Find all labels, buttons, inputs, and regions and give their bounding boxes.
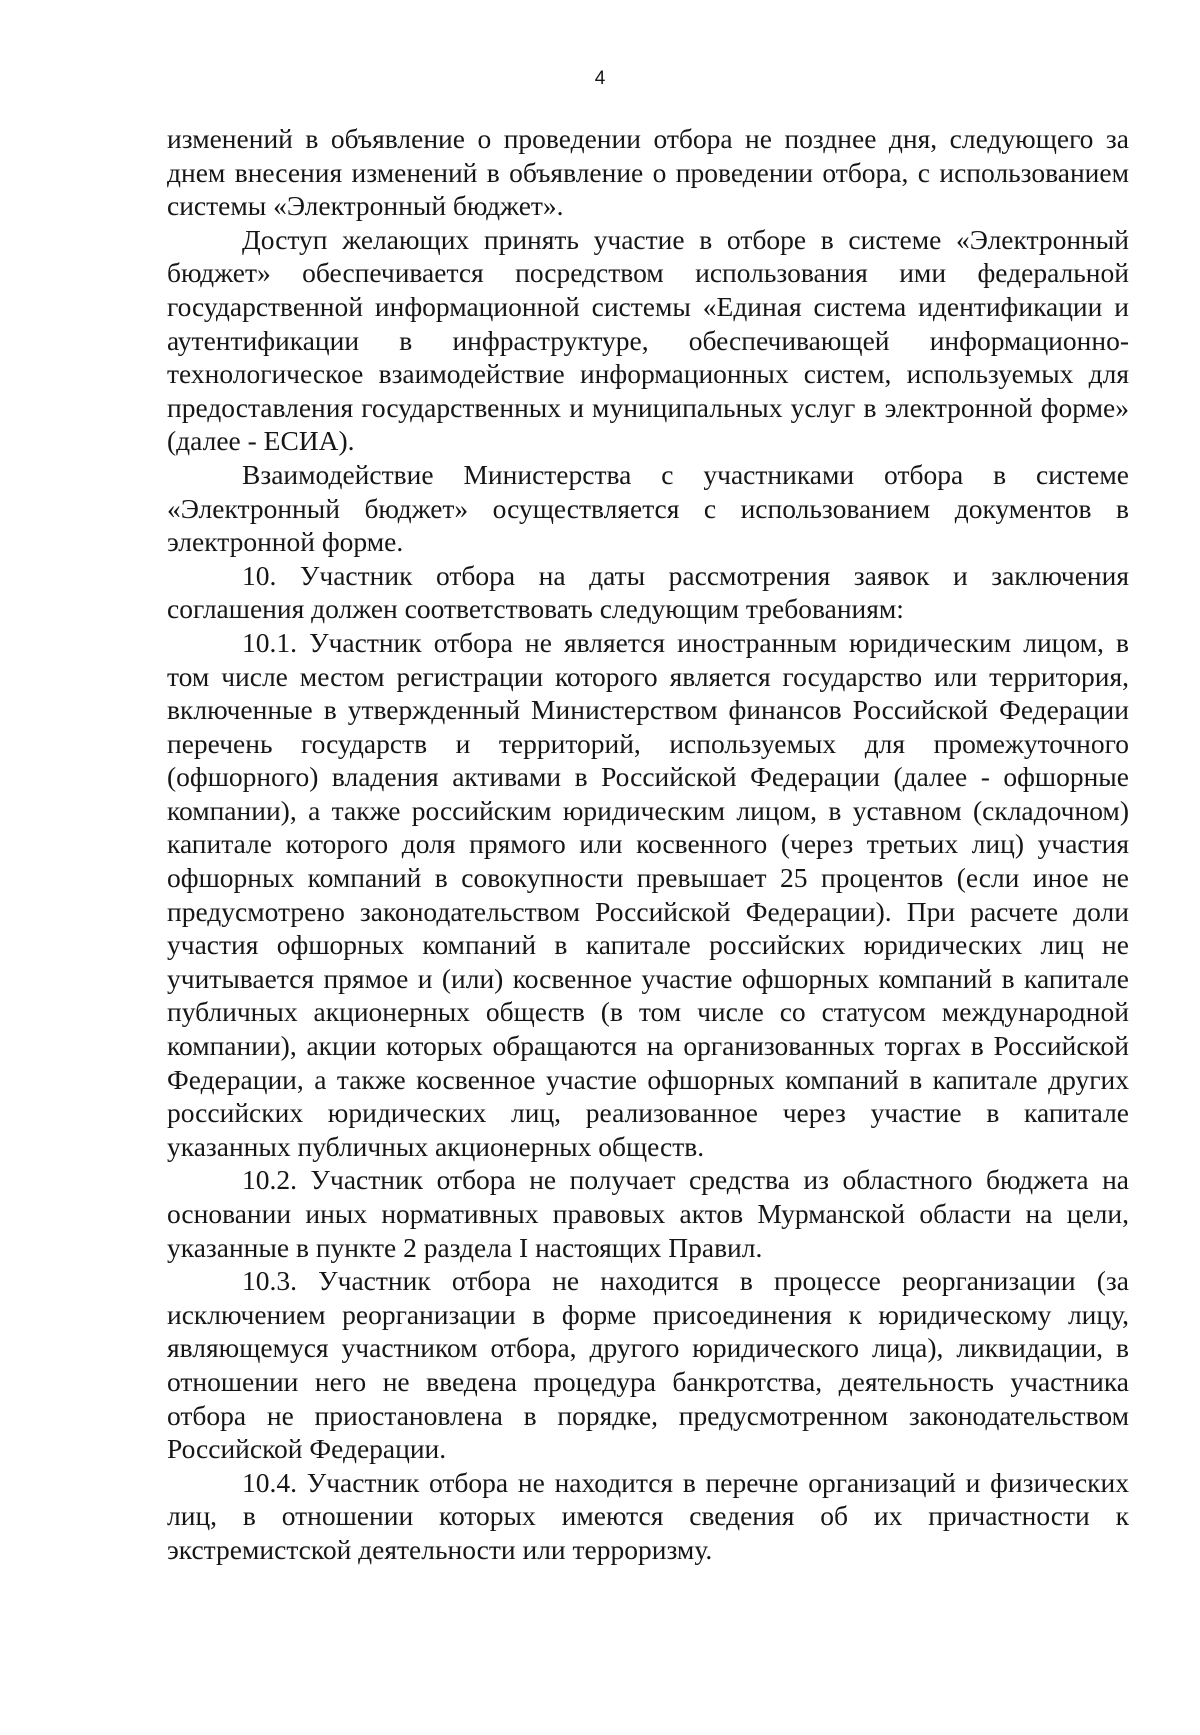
paragraph-ministry-interaction: Взаимодействие Министерства с участниками отбора в системе «Электронный бюджет» осуществляется с использованием документов в электронной форме.	[167, 458, 1129, 558]
page-number: 4	[594, 68, 606, 89]
paragraph-esia-access: Доступ желающих принять участие в отборе в системе «Электронный бюджет» обеспечивается посредством использования ими федеральной государственной информационной системы «Единая система идентификации и аутентификации в инфраструктуре, обеспечивающей информационно-технологическое взаимодействие информационных систем, используемых для предоставления государственных и муниципальных услуг в электронной форме» (далее - ЕСИА).	[167, 223, 1129, 457]
document-body	[167, 122, 1129, 1567]
paragraph-continuation: изменений в объявление о проведении отбора не позднее дня, следующего за днем внесения изменений в объявление о проведении отбора, с использованием системы «Электронный бюджет».	[167, 123, 1129, 222]
paragraph-item-10: 10. Участник отбора на даты рассмотрения заявок и заключения соглашения должен соответствовать следующим требованиям:	[167, 559, 1129, 625]
paragraph-item-10-2: 10.2. Участник отбора не получает средства из областного бюджета на основании иных нормативных правовых актов Мурманской области на цели, указанные в пункте 2 раздела I настоящих Правил.	[167, 1164, 1129, 1263]
paragraph-item-10-1: 10.1. Участник отбора не является иностранным юридическим лицом, в том числе местом регистрации которого является государство или территория, включенные в утвержденный Министерством финансов Российской Федерации перечень государств и территорий, используемых для промежуточного (офшорного) владения активами в Российской Федерации (далее - офшорные компании), а также российским юридическим лицом, в уставном (складочном) капитале которого доля прямого или косвенного (через третьих лиц) участия офшорных компаний в совокупности превышает 25 процентов (если иное не предусмотрено законодательством Российской Федерации). При расчете доли участия офшорных компаний в капитале российских юридических лиц не учитывается прямое и (или) косвенное участие офшорных компаний в капитале публичных акционерных обществ (в том числе со статусом международной компании), акции которых обращаются на организованных торгах в Российской Федерации, а также косвенное участие офшорных компаний в капитале других российских юридических лиц, реализованное через участие в капитале указанных публичных акционерных обществ.	[167, 626, 1129, 1162]
paragraph-item-10-3: 10.3. Участник отбора не находится в процессе реорганизации (за исключением реорганизации в форме присоединения к юридическому лицу, являющемуся участником отбора, другого юридического лица), ликвидации, в отношении него не введена процедура банкротства, деятельность участника отбора не приостановлена в порядке, предусмотренном законодательством Российской Федерации.	[167, 1265, 1129, 1465]
paragraph-item-10-4: 10.4. Участник отбора не находится в перечне организаций и физических лиц, в отношении которых имеются сведения об их причастности к экстремистской деятельности или терроризму.	[167, 1466, 1129, 1565]
